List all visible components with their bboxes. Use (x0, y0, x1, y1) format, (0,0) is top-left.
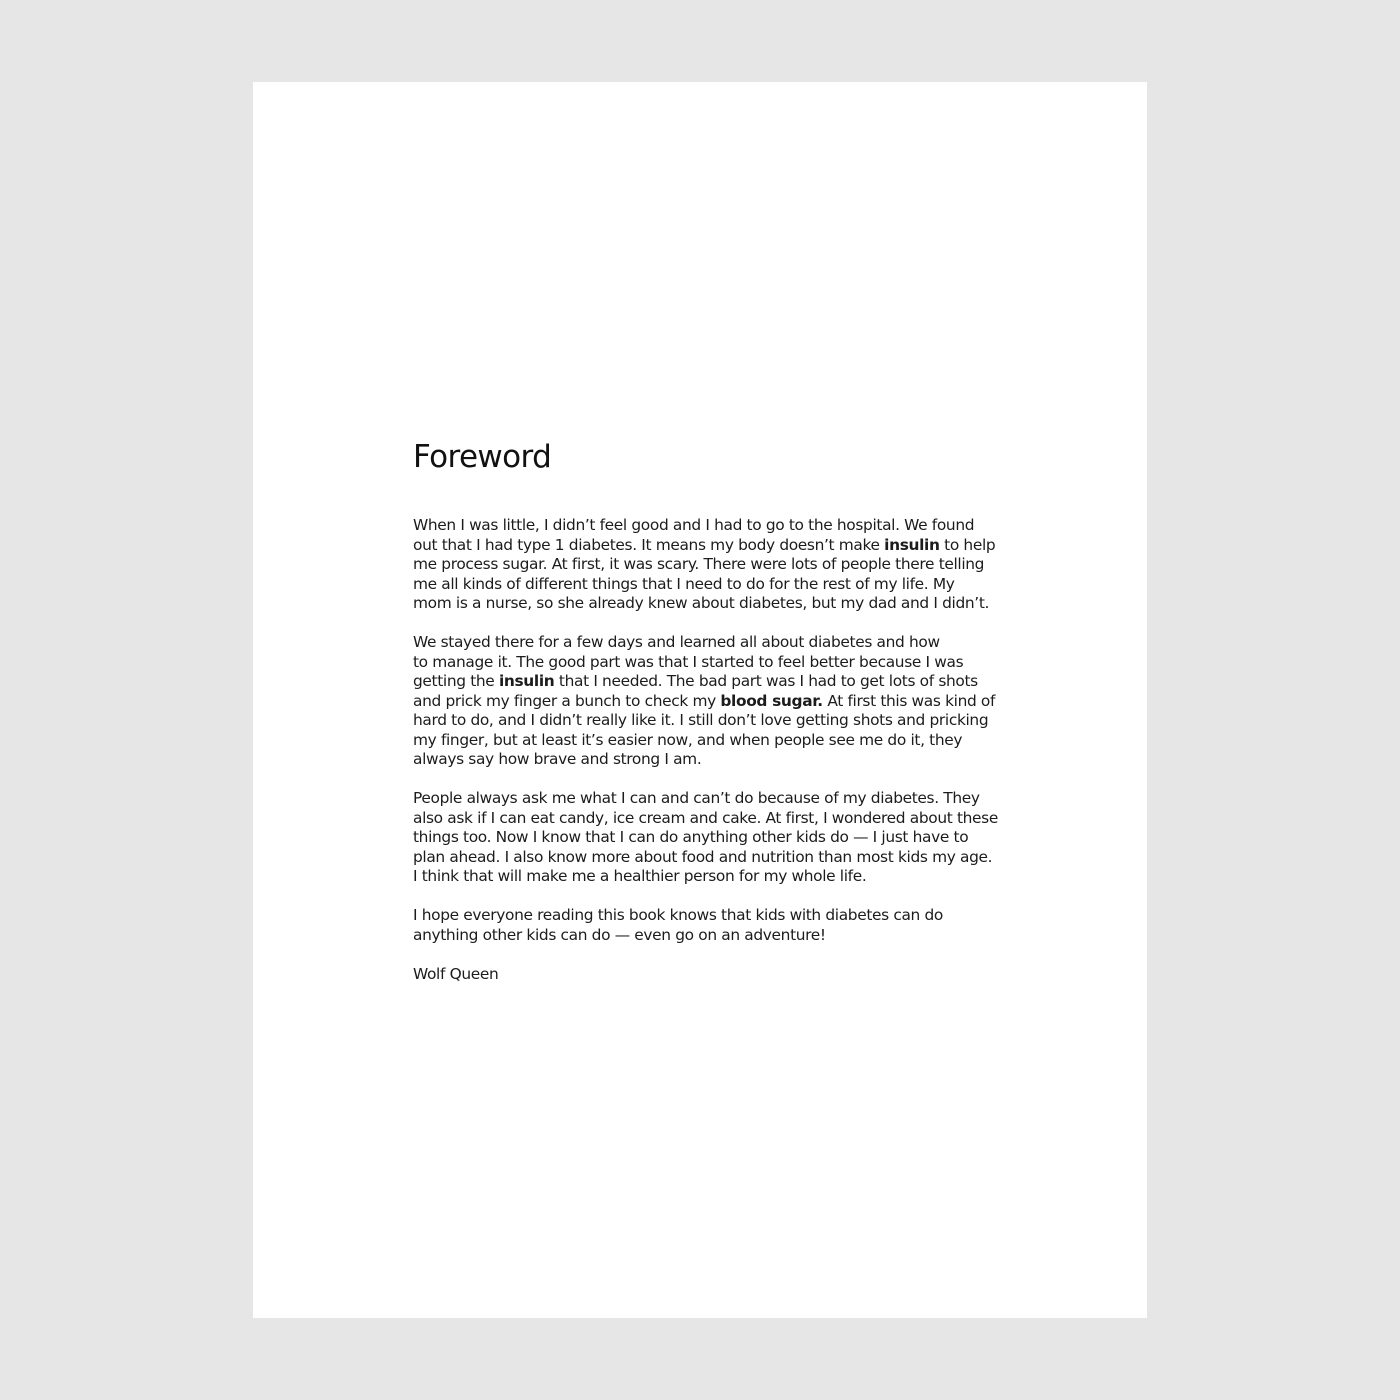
glossary-term: blood sugar. (720, 691, 823, 710)
text-run: plan ahead. I also know more about food and nutrition than most kids my age. (413, 847, 993, 866)
foreword-content (413, 439, 1003, 1004)
text-run: I think that will make me a healthier person for my whole life. (413, 867, 867, 886)
text-run: mom is a nurse, so she already knew about diabetes, but my dad and I didn’t. (413, 594, 990, 613)
text-line (413, 555, 1003, 575)
text-line (413, 809, 1003, 829)
text-run: always say how brave and strong I am. (413, 750, 702, 769)
text-line (413, 750, 1003, 770)
text-line (413, 653, 1003, 673)
author-signature (413, 965, 1003, 985)
text-run: At first this was kind of (822, 691, 996, 710)
text-line (413, 536, 1003, 556)
text-line (413, 965, 1003, 985)
page-title: Foreword (413, 439, 552, 475)
body-text (413, 516, 1003, 984)
text-line (413, 789, 1003, 809)
text-run: and prick my finger a bunch to check my (413, 691, 721, 710)
text-run: that I needed. The bad part was I had to get lots of shots (554, 672, 978, 691)
paragraph (413, 906, 1003, 945)
text-run: to help (939, 535, 996, 554)
text-run: me all kinds of different things that I need to do for the rest of my life. My (413, 574, 955, 593)
paragraph (413, 516, 1003, 614)
glossary-term: insulin (884, 535, 940, 554)
text-line (413, 692, 1003, 712)
text-run: People always ask me what I can and can’t do because of my diabetes. They (413, 789, 980, 808)
glossary-term: insulin (498, 672, 555, 691)
text-line (413, 575, 1003, 595)
text-line (413, 867, 1003, 887)
text-run: me process sugar. At first, it was scary. There were lots of people there telling (413, 555, 985, 574)
text-run: things too. Now I know that I can do anything other kids do — I just have to (413, 828, 969, 847)
text-run: Wolf Queen (413, 964, 499, 983)
text-run: my finger, but at least it’s easier now, and when people see me do it, they (413, 730, 963, 749)
text-line (413, 906, 1003, 926)
text-run: also ask if I can eat candy, ice cream and cake. At first, I wondered about these (413, 808, 998, 827)
text-line (413, 828, 1003, 848)
text-run: hard to do, and I didn’t really like it. I still don’t love getting shots and pricking (413, 711, 989, 730)
text-line (413, 672, 1003, 692)
text-run: out that I had type 1 diabetes. It means my body doesn’t make (413, 535, 885, 554)
text-line (413, 594, 1003, 614)
text-line (413, 848, 1003, 868)
text-line (413, 731, 1003, 751)
text-run: When I was little, I didn’t feel good and I had to go to the hospital. We found (413, 516, 975, 535)
document-page (253, 82, 1147, 1318)
text-line (413, 711, 1003, 731)
text-run: anything other kids can do — even go on an adventure! (413, 925, 826, 944)
text-line (413, 633, 1003, 653)
paragraph (413, 789, 1003, 887)
paragraph (413, 633, 1003, 770)
text-run: I hope everyone reading this book knows that kids with diabetes can do (413, 906, 943, 925)
text-run: We stayed there for a few days and learned all about diabetes and how (413, 633, 940, 652)
text-line (413, 516, 1003, 536)
text-run: to manage it. The good part was that I started to feel better because I was (413, 652, 964, 671)
text-line (413, 926, 1003, 946)
text-run: getting the (413, 672, 499, 691)
